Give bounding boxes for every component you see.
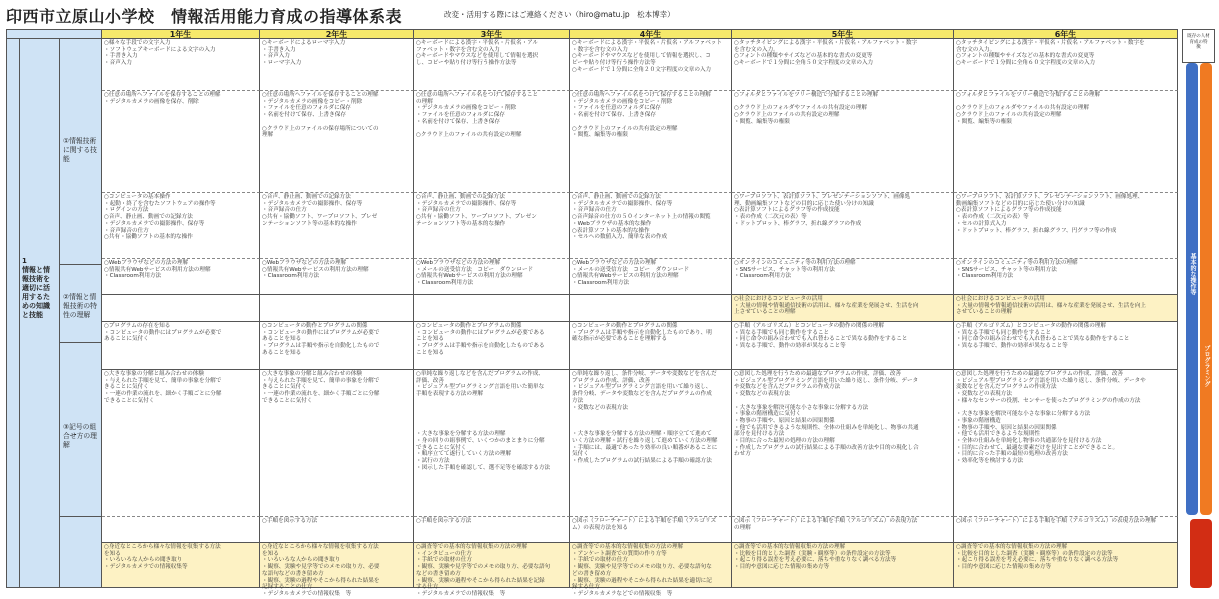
- cell-text: ○様々な手段での文字入力 ・ソフトウェアキーボードによる文字の入力 ・手書き入力 ・音声入力: [104, 40, 216, 67]
- cell-text: ○ワープロソフト、表計算ソフト、プレゼンテーションソフト、画像処理、 動画編集ソフトなどの目的に応じた使い分けの知識 ○表計算ソフトによるグラフ等の作成技能 ・表の作成（二次元の表）等 ・セルの計算式入力 ・ドットプロット、棒グラフ、折れ線グラフ、円グラフ等の作成: [956, 194, 1144, 234]
- cell-r6-grade3: [414, 322, 570, 370]
- cell-r5-grade2: [260, 295, 414, 322]
- cell-text: ○単純な繰り返し、条件分岐、データや変数などを含んだ プログラムの作成、評価、改善 ・ビジュアル型プログラミング言語を用いて繰り返し、 条件分岐、データや変数などを含んだプログラムの作成 方法 ・変数などの表現方法 ・大きな事象を分解する方法の理解・順序立てて進めて いく方法の理解・試行を繰り返して進めていく方法の理解 ・手順には、最適であったり効率の良い順番があることに 気付く ・作成したプログラムの試行結果による手順の確認方法: [572, 371, 718, 465]
- cell-text: ○手順を図示する方法: [262, 518, 318, 524]
- page-title: 印西市立原山小学校 情報活用能力育成の指導体系表: [6, 7, 403, 26]
- cell-r1-grade2: [260, 39, 414, 91]
- cell-r3-grade6: [954, 193, 1178, 259]
- cell-r8-grade2: [260, 517, 414, 543]
- cell-r9-grade5: [732, 543, 954, 588]
- cell-text: ○音声、静止画、動画での記録方法 ・デジタルカメラでの撮影操作、保存等 ・音声録音の仕方 ○共有・協働ソフト、ワープロソフト、プレゼ ンテーションソフト等の基本的な操作: [262, 194, 378, 227]
- cell-text: ○社会におけるコンピュータの活用 ・大量の情報や情報通信技術の活用は、様々な産業を発展させ、生活を向 上させていることの理解: [734, 296, 919, 316]
- cell-text: ○身近なところから様々な情報を収集する方法 を知る ・いろいろな人からの聞き取り ・デジタルカメラでの情報収集等: [104, 544, 221, 571]
- cell-text: ○キーボードによる漢字・平仮名・片仮名・アルファベット ・数字を含む文の入力 ○キーボードやマウスなどを使用して情報を選択し、コ ピーや貼り付け等行う操作方法等 ○キーボードで１分間に全角２０文字程度の文章の入力: [572, 40, 722, 73]
- cell-text: ○キーボードによる漢字・平仮名・片仮名・アル ファベット・数字を含む文の入力 ○キーボードやマウスなどを使用して情報を選択 し、コピーや貼り付け等行う操作方法等: [416, 40, 539, 67]
- cell-text: ○プログラムの存在を知る ・コンピュータの動作にはプログラムが必要で あることに気付く: [104, 323, 222, 343]
- category-cell-1: [60, 39, 102, 265]
- contact-note: 改変・活用する際にはご連絡ください（hiro@matu.jp 松本博幸）: [444, 10, 675, 19]
- cell-text: ○手順（アルゴリズム）とコンピュータの動作の関係の理解 ・異なる手順でも同じ動作をすること ・同じ命令の組み合わせでも入れ替わることで異なる動作をすること ・異なる手順で、動作の効率が異なること等: [734, 323, 908, 350]
- cell-r5-grade4: [570, 295, 732, 322]
- cell-r2-grade1: [102, 91, 260, 193]
- cell-text: ○タッチタイピングによる漢字・平仮名・片仮名・アルファベット・数字 を含む文の入力。 ○フォントの種類やサイズなどの基本的な書式の変更等 ○キーボードで１分間に全角５０文字程度の文章の入力: [734, 40, 918, 67]
- cell-r9-grade2: [260, 543, 414, 597]
- cell-r3-grade5: [732, 193, 954, 259]
- cell-r5-grade5: [732, 295, 954, 322]
- cell-text: ○任意の場所へファイル名をつけて保存すること の理解 ・デジタルカメラの画像をコピー・削除 ・ファイルを任意のフォルダに保存 ・名前を付けて保存、上書き保存 ○クラウド上のファイルの共有設定の理解: [416, 92, 539, 139]
- cell-text: ○フォルダとファイルをツリー構造で分類することの理解 ○クラウド上のフォルダやファイルの共有設定の理解 ○クラウド上のファイルの共有設定の理解 ・閲覧、編集等の権限: [734, 92, 879, 125]
- cell-text: ○Webブラウザなどの方法の理解 ○情報共有Webサービスの利用方法の理解 ・Classroom利用方法: [104, 260, 211, 280]
- category-label-2: ②情報と情 報技術の特 性の理解: [63, 293, 97, 319]
- cell-r2-grade3: [414, 91, 570, 193]
- cell-r4-grade6: [954, 259, 1178, 295]
- grade-header-5: 5年生: [732, 29, 954, 39]
- cell-text: ○Webブラウザなどの方法の理解 ・メールの送受信方法 コピー ダウンロード ○情報共有Webサービスの利用方法の理解 ・Classroom利用方法: [416, 260, 534, 287]
- cell-text: ○任意の場所へファイルを保存することの理解 ・デジタルカメラの画像を保存、削除: [104, 92, 221, 105]
- cell-text: ○ワープロソフト、表計算ソフト、プレゼンテーションソフト、画像処 理、動画編集ソフトなどの目的に応じた使い分けの知識 ○表計算ソフトによるグラフ等の作成技能 ・表の作成（二次元の表）等 ・ドットプロット、棒グラフ、折れ線グラフの作成: [734, 194, 911, 227]
- cell-r2-grade4: [570, 91, 732, 193]
- cell-text: ○タッチタイピングによる漢字・平仮名・片仮名・アルファベット・数字を 含む文の入力。 ○フォントの種類やサイズなどの基本的な書式の変更等 ○キーボードで１分間に全角６０文字程度の文章の入力: [956, 40, 1145, 67]
- category-label-3: ③記号の組 合せ方の理 解: [63, 423, 97, 449]
- cell-text: ○単純な繰り返しなどを含んだプログラムの作成、 評価、改善 ・ビジュアル型プログラミング言語を用いた簡単な 手順を表現する方法の理解 ・大きな事象を分解する方法の理解 ・身の回りの組事例で、いくつかのまとまりに分解 できることに気付く ・順序立てて遂行していく方法の理解 ・試行の方法 ・図示した手順を確認して、選不足等を確認する方法: [416, 371, 551, 471]
- cell-r2-grade5: [732, 91, 954, 193]
- cell-text: ○音声、静止画、動画での記録方法 ・デジタルカメラでの撮影操作、保存等 ・音声録音の仕方 ○音声録音の仕方の５０インターネット上の情報の閲覧 ・Webブラウザの基本的な操作 ○表計算ソフトの基本的な操作 ・セルへの数値入力、簡単な表の作成: [572, 194, 711, 241]
- red-bar: [1190, 519, 1212, 588]
- cell-r4-grade4: [570, 259, 732, 295]
- cell-text: ○コンピュータの動作とプログラムの関係 ・コンピュータの動作にはプログラムが必要である ことを知る ・プログラムは手順や指示を自動化したものである ことを知る: [416, 323, 545, 356]
- grade-header-3: 3年生: [414, 29, 570, 39]
- cell-r8-grade1: [102, 517, 260, 543]
- cell-r7-grade3: [414, 370, 570, 517]
- cell-r9-grade4: [570, 543, 732, 597]
- cell-text: ○手順を図示する方法: [416, 518, 472, 524]
- cell-r5-grade3: [414, 295, 570, 322]
- cell-text: ○音声、静止画、動画での記録方法 ・デジタルカメラでの撮影操作、保存等 ・音声録音の仕方 ○共有・協働ソフト、ワープロソフト、プレゼン テーションソフト等の基本的な操作: [416, 194, 537, 227]
- cell-text: ○図示（フローチャート）による手順を手順（アルゴリズム）の表現方法 の理解: [734, 518, 918, 531]
- cell-r5-grade1: [102, 295, 260, 322]
- cell-text: ○キーボードによるローマ字入力 ・手書き入力 ・音声入力 ・ローマ字入力: [262, 40, 346, 67]
- cell-r1-grade1: [102, 39, 260, 91]
- cell-r6-grade4: [570, 322, 732, 370]
- cell-text: ○調査等での基本的な情報収集の方法の理解 ・比較を目的とした調査（実験・観察等）の条件設定の方法等 ・起こり得る誤差を考え必要に、落ちや重なりなく調べる方法等 ・目的や意図に応じた情報の集め方等: [956, 544, 1119, 571]
- cell-r9-grade6: [954, 543, 1178, 588]
- cell-text: ○身近なところから様々な情報を収集する方法 を知る ・いろいろな人からの聞き取り ・観察、実験や見学等でのメモの取り方、必要 な語句などの書き留め方 ・観察、実験の過程やそこから得られた結果を 記録することの仕方 ・デジタルカメラでの情報収集 等: [262, 544, 380, 597]
- cell-text: ○任意の場所へファイル名をつけて保存することの理解 ・デジタルカメラの画像をコピー・削除 ・ファイルを任意のフォルダに保存 ・名前を付けて保存、上書き保存 ○クラウド上のファイルの共有設定の理解 ・閲覧、編集等の権限: [572, 92, 711, 139]
- cell-text: ○コンピュータの基本操作 ・起動・終了を含むたソフトウェアの操作等 ・ログインの方法 ○音声、静止画、動画での記録方法 ・デジタルカメラでの撮影操作、保存等 ・音声録音の仕方 ○共有・協働ソフトの基本的な操作: [104, 194, 216, 241]
- orange-bar-label: プログラミング: [1203, 345, 1210, 387]
- cell-text: [102, 517, 259, 519]
- cell-r6-grade2: [260, 322, 414, 370]
- cell-text: ○Webブラウザなどの方法の理解 ○情報共有Webサービスの利用方法の理解 ・Classroom利用方法: [262, 260, 369, 280]
- cell-r3-grade4: [570, 193, 732, 259]
- cell-r2-grade2: [260, 91, 414, 193]
- cell-r1-grade6: [954, 39, 1178, 91]
- cell-text: ○社会におけるコンピュータの活用 ・大量の情報や情報通信技術の活用は、様々な産業を発展させ、生活を向上 させていることの理解: [956, 296, 1147, 316]
- cell-r8-grade4: [570, 517, 732, 543]
- grade-header-1: 1年生: [102, 29, 260, 39]
- cell-text: ○フォルダとファイルをツリー構造で分類することの理解 ○クラウド上のフォルダやファイルの共有設定の理解 ○クラウド上のファイルの共有設定の理解 ・閲覧、編集等の権限: [956, 92, 1101, 125]
- cell-r8-grade5: [732, 517, 954, 543]
- grade-header-6: 6年生: [954, 29, 1178, 39]
- cell-r4-grade2: [260, 259, 414, 295]
- category-cell-2: [60, 265, 102, 343]
- cell-r1-grade4: [570, 39, 732, 91]
- orange-bar: [1200, 63, 1212, 515]
- blue-bar: [1186, 63, 1198, 515]
- cell-r7-grade6: [954, 370, 1178, 517]
- cell-r6-grade1: [102, 322, 260, 370]
- cell-r6-grade5: [732, 322, 954, 370]
- cell-r7-grade1: [102, 370, 260, 517]
- cell-r4-grade5: [732, 259, 954, 295]
- cell-text: ○オンラインのコミュニティ等の利用方法の理解 ・SNSサービス、チャット等の利用方法 ・Classroom利用方法: [734, 260, 856, 280]
- cell-r3-grade2: [260, 193, 414, 259]
- cell-text: [570, 295, 731, 297]
- category-label-1: ①情報技術 に関する技 能: [63, 137, 97, 163]
- cell-text: ○意図した処理を行うための最適なプログラムの作成、評価、改善 ・ビジュアル型プログラミング言語を用いた繰り返し、条件分岐、データ や変数などを含んだプログラムの作成方法 ・変数などの表現方法 ・大きな事象を解決可能な小さな事象に分解する方法 ・事象の階層構造に気付く ・物事の手順や、原因と結果の因果関係 ・他でも活用できるような規則性、全体の仕組みを単純化し、物事の共通 部分を見付ける方法 ・目的に合った最短の処理の方法の理解 ・作成したプログラムの試行結果による手順の改善方法や目的の現化し合 わせ方: [734, 371, 919, 458]
- cell-r4-grade3: [414, 259, 570, 295]
- cell-text: ○コンピュータの動作とプログラムの関係 ・コンピュータの動作にはプログラムが必要で あることを知る ・プログラムは手順や指示を自動化したもので あることを知る: [262, 323, 380, 356]
- cell-text: ○調査等での基本的な情報収集の方法の理解 ・インタビューの仕方 ・手紙での取材の仕方 ・観察、実験や見学等でのメモの取り方、必要な語句 などの書き留め方 ・観察、実験の過程やそこから得られた結果を記録 する仕方 ・デジタルカメラでの情報収集 等: [416, 544, 551, 597]
- cell-text: [260, 295, 413, 297]
- grade-header-2: 2年生: [260, 29, 414, 39]
- blue-bar-label: 基本的な操作等: [1189, 253, 1196, 295]
- domain-label: 1 情報と情 報技術を 適切に活 用するた めの知識 と技能: [22, 257, 50, 319]
- cell-r1-grade5: [732, 39, 954, 91]
- cell-r4-grade1: [102, 259, 260, 295]
- cell-text: ○調査等での基本的な情報収集の方法の理解 ・アンケート調査での質問の作り方等 ・手紙での取材の仕方 ・観察、実験や見学等でのメモの取り方、必要な語句な どの書き留め方 ・観察、実験の過程やそこから得られた結果を適切に記 録する仕方 ・デジタルカメラなどでの情報収集 等: [572, 544, 712, 597]
- cell-text: ○調査等での基本的な情報収集の方法の理解 ・比較を目的とした調査（実験・観察等）の条件設定の方法等 ・起こり得る誤差を考え必要に、落ちや重なりなく調べる方法等 ・目的や意図に応じた情報の集め方等: [734, 544, 897, 571]
- cell-text: ○大きな事象の分解と組み合わせの体験 ・与えられた手順を見て、簡単の事象を分解で きることに気付く ・一連の作業の流れを、細かく手順ごとに分解 できることに気付く: [262, 371, 380, 404]
- cell-text: ○コンピュータの動作とプログラムの関係 ・プログラムは手順や指示を自動化したものであり、明 確な指示が必要であることを理解する: [572, 323, 712, 343]
- cell-r9-grade1: [102, 543, 260, 588]
- cell-r1-grade3: [414, 39, 570, 91]
- cell-r3-grade1: [102, 193, 260, 259]
- category-cell-3: [60, 343, 102, 517]
- cell-text: [102, 295, 259, 297]
- cell-r3-grade3: [414, 193, 570, 259]
- cell-r9-grade3: [414, 543, 570, 597]
- cell-r6-grade6: [954, 322, 1178, 370]
- grade-header-4: 4年生: [570, 29, 732, 39]
- cell-r8-grade6: [954, 517, 1178, 543]
- cell-text: ○図示（フローチャート）による手順を手順（アルゴリズ ム）の表現方法を知る: [572, 518, 717, 531]
- cell-text: ○大きな事象の分解と組み合わせの体験 ・与えられた手順を見て、簡単の事象を分解で きることに気付く ・一連の作業の流れを、細かく手順ごとに分解 できることに気付く: [104, 371, 222, 404]
- cell-r7-grade4: [570, 370, 732, 517]
- left-margin-column: [6, 39, 20, 588]
- cell-r8-grade3: [414, 517, 570, 543]
- cell-text: ○Webブラウザなどの方法の理解 ・メールの送受信方法 コピー ダウンロード ○情報共有Webサービスの利用方法の理解 ・Classroom利用方法: [572, 260, 690, 287]
- cell-text: ○任意の場所へファイルを保存することの理解 ・デジタルカメラの画像をコピー・削除 ・ファイルを任意のフォルダに保存 ・名前を付けて保存、上書き保存 ○クラウド上のファイルの保存場所についての 理解: [262, 92, 379, 139]
- cell-r7-grade5: [732, 370, 954, 517]
- domain-cell: [20, 39, 60, 588]
- cell-text: ○図示（フローチャート）による手順を手順（アルゴリズム）の表現方法の理解: [956, 518, 1157, 524]
- cell-r7-grade2: [260, 370, 414, 517]
- curriculum-table: [6, 29, 1215, 597]
- cell-r5-grade6: [954, 295, 1178, 322]
- cell-text: [414, 295, 569, 297]
- cell-text: ○手順（アルゴリズム）とコンピュータの動作の関係の理解 ・異なる手順でも同じ動作をすること ・同じ命令の組み合わせでも入れ替わることで異なる動作をすること ・異なる手順で、動作の効率が異なること等: [956, 323, 1130, 350]
- cell-text: ○オンラインのコミュニティ等の利用方法の理解 ・SNSサービス、チャット等の利用方法 ・Classroom利用方法: [956, 260, 1078, 280]
- right-column-header: 既存の人材 育成の特 徴: [1182, 29, 1215, 63]
- cell-r2-grade6: [954, 91, 1178, 193]
- header-corner: [6, 29, 102, 39]
- category-cell-4: [60, 517, 102, 588]
- cell-text: ○意図した処理を行うための最適なプログラムの作成、評価、改善 ・ビジュアル型プログラミング言語を用いた繰り返し、条件分岐、データや 変数などを含んだプログラムの作成方法 ・変数などの表現方法 ・様々なセンサーの役割、センサーを使ったプログラミングの作成の方法 ・大きな事象を解決可能な小さな事象に分解する方法 ・事象の階層構造 ・物事の手順や、原因と結果の因果関係 ・他でも活用できるような規則性 ・全体の仕組みを単純化し物事の共通部分を見付ける方法 ・目的に合わせて、最適な要素だけを見出すことができること。 ・目的に合った手順の最短の処理の改善方法 ・効率化等を検討する方法: [956, 371, 1146, 465]
